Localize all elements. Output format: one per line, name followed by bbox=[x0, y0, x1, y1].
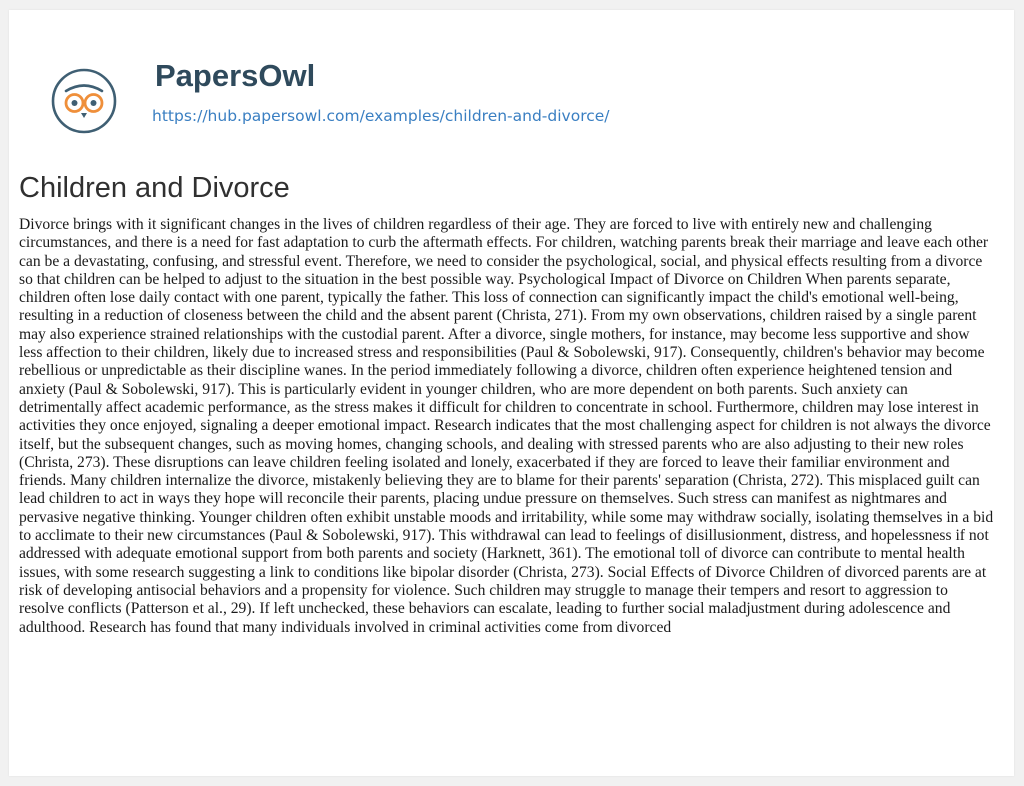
document-title: Children and Divorce bbox=[19, 172, 290, 204]
document-body: Divorce brings with it significant changes in the lives of children regardless of their age. They are forced to live with entirely new and challenging circumstances, and there is a need for fast adaptation to curb the aftermath effects. For children, watching parents break their marriage and leave each other can be a devastating, confusing, and stressful event. Therefore, we need to consider the psychological, social, and physical effects resulting from a divorce so that children can be helped to adjust to the situation in the best possible way. Psychological Impact of Divorce on Children When parents separate, children often lose daily contact with one parent, typically the father. This loss of connection can significantly impact the child's emotional well-being, resulting in a reduction of closeness between the child and the absent parent (Christa, 271). From my own observations, children raised by a single parent may also experience strained relationships with the custodial parent. After a divorce, single mothers, for instance, may become less supportive and show less affection to their children, likely due to increased stress and responsibilities (Paul & Sobolewski, 917). Consequently, children's behavior may become rebellious or unpredictable as their discipline wanes. In the period immediately following a divorce, children often experience heightened tension and anxiety (Paul & Sobolewski, 917). This is particularly evident in younger children, who are more dependent on both parents. Such anxiety can detrimentally affect academic performance, as the stress makes it difficult for children to concentrate in school. Furthermore, children may lose interest in activities they once enjoyed, signaling a deeper emotional impact. Research indicates that the most challenging aspect for children is not always the divorce itself, but the subsequent changes, such as moving homes, changing schools, and dealing with stressed parents who are also adjusting to their new roles (Christa, 273). These disruptions can leave children feeling isolated and lonely, exacerbated if they are forced to leave their familiar environment and friends. Many children internalize the divorce, mistakenly believing they are to blame for their parents' separation (Christa, 272). This misplaced guilt can lead children to act in ways they hope will reconcile their parents, placing undue pressure on themselves. Such stress can manifest as nightmares and pervasive negative thinking. Younger children often exhibit unstable moods and irritability, while some may withdraw socially, isolating themselves in a bid to acclimate to their new circumstances (Paul & Sobolewski, 917). This withdrawal can lead to feelings of disillusionment, distress, and hopelessness if not addressed with adequate emotional support from both parents and society (Harknett, 361). The emotional toll of divorce can contribute to mental health issues, with some research suggesting a link to conditions like bipolar disorder (Christa, 273). Social Effects of Divorce Children of divorced parents are at risk of developing antisocial behaviors and a propensity for violence. Such children may struggle to manage their tempers and resort to aggression to resolve conflicts (Patterson et al., 29). If left unchecked, these behaviors can escalate, leading to further social maladjustment during adolescence and adulthood. Research has found that many individuals involved in criminal activities come from divorced bbox=[19, 216, 994, 636]
brand-name: PapersOwl bbox=[155, 58, 316, 93]
source-url-link[interactable]: https://hub.papersowl.com/examples/children-and-divorce/ bbox=[152, 107, 610, 125]
owl-logo-icon bbox=[49, 66, 119, 136]
